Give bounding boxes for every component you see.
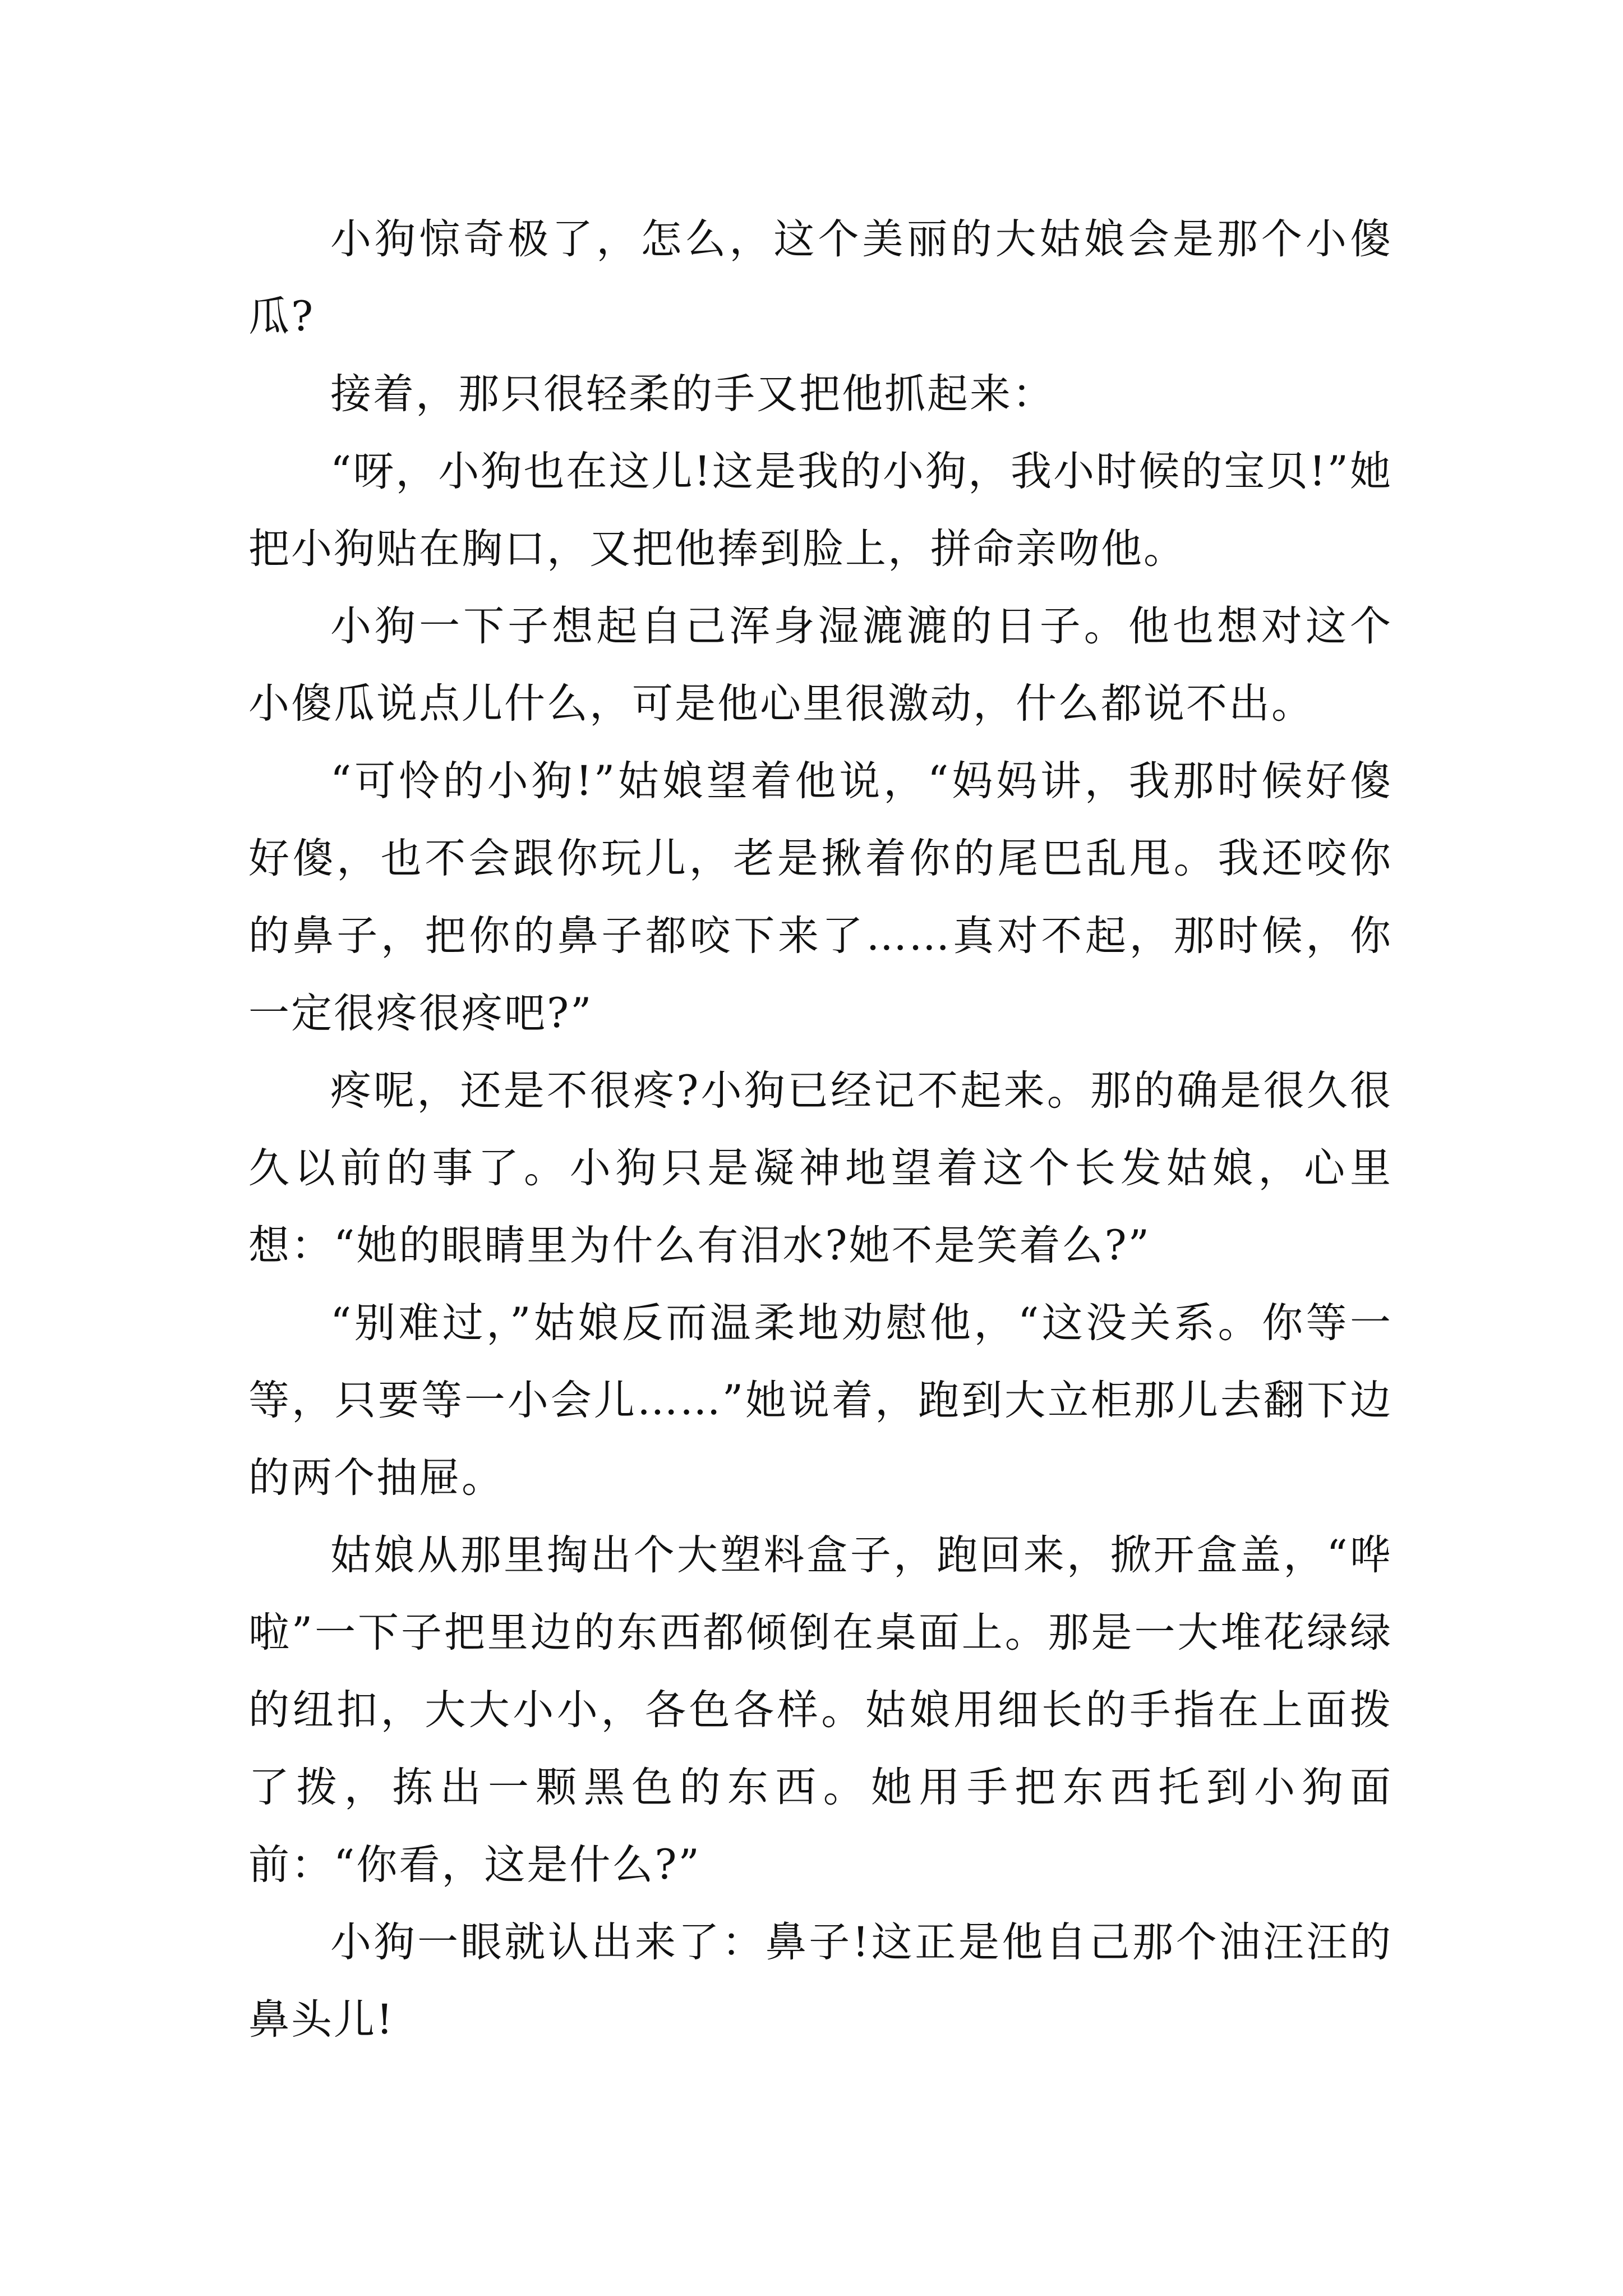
paragraph-1: 小狗惊奇极了，怎么，这个美丽的大姑娘会是那个小傻瓜? <box>248 215 1393 341</box>
story-text <box>248 201 1393 2059</box>
paragraph-9: 小狗一眼就认出来了：鼻子!这正是他自己那个油汪汪的鼻头儿! <box>248 1918 1393 2044</box>
paragraph-8: 姑娘从那里掏出个大塑料盒子，跑回来，掀开盒盖，“哗啦”一下子把里边的东西都倾倒在桌面上。那是一大堆花绿绿的纽扣，大大小小，各色各样。姑娘用细长的手指在上面拨了拨，拣出一颗黑色的东西。她用手把东西托到小狗面前：“你看，这是什么?” <box>248 1531 1393 1889</box>
paragraph-5: “可怜的小狗!”姑娘望着他说，“妈妈讲，我那时候好傻好傻，也不会跟你玩儿，老是揪着你的尾巴乱甩。我还咬你的鼻子，把你的鼻子都咬下来了……真对不起，那时候，你一定很疼很疼吧?” <box>248 757 1393 1037</box>
paragraph-4: 小狗一下子想起自己浑身湿漉漉的日子。他也想对这个小傻瓜说点儿什么，可是他心里很激动，什么都说不出。 <box>248 602 1393 728</box>
paragraph-2: 接着，那只很轻柔的手又把他抓起来： <box>330 370 1055 418</box>
paragraph-3: “呀，小狗也在这儿!这是我的小狗，我小时候的宝贝!”她把小狗贴在胸口，又把他捧到脸上，拼命亲吻他。 <box>248 448 1393 573</box>
paragraph-6: 疼呢，还是不很疼?小狗已经记不起来。那的确是很久很久以前的事了。小狗只是凝神地望着这个长发姑娘，心里想：“她的眼睛里为什么有泪水?她不是笑着么?” <box>248 1067 1393 1269</box>
paragraph-7: “别难过，”姑娘反而温柔地劝慰他，“这没关系。你等一等，只要等一小会儿……”她说着，跑到大立柜那儿去翻下边的两个抽屉。 <box>248 1299 1393 1502</box>
